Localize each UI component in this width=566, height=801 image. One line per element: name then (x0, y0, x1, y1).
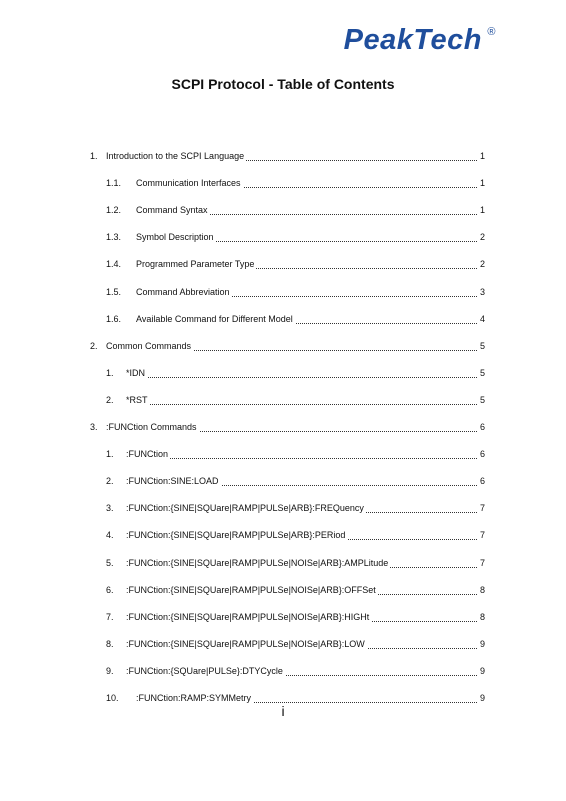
toc-entry-label[interactable]: :FUNCtion:{SINE|SQUare|RAMP|PULSe|NOISe|ARB}:LOW (126, 638, 365, 649)
toc-entry[interactable] (0, 205, 566, 219)
toc-entry-number: 1. (106, 449, 114, 460)
toc-leader-dots (126, 449, 477, 459)
toc-entry[interactable] (0, 232, 566, 246)
toc-entry-label[interactable]: :FUNCtion:{SINE|SQUare|RAMP|PULSe|NOISe|ARB}:AMPLitude (126, 557, 389, 568)
toc-entry-number: 2. (90, 340, 98, 351)
toc-entry[interactable] (0, 639, 566, 653)
toc-entry-number: 3. (106, 503, 114, 514)
toc-entry-number: 1.4. (106, 259, 122, 270)
toc-entry-label[interactable]: :FUNCtion:RAMP:SYMMetry (136, 693, 252, 703)
toc-entry-label[interactable]: :FUNCtion:{SINE|SQUare|RAMP|PULSe|NOISe|ARB}:HIGHt (126, 611, 370, 622)
logo-text: PeakTech (343, 24, 482, 56)
toc-entry-label[interactable]: Symbol Description (136, 232, 214, 243)
toc-entry-page: 6 (479, 422, 485, 432)
registered-mark: ® (487, 26, 496, 38)
toc-entry-label[interactable]: :FUNCtion Commands (106, 422, 197, 432)
toc-entry-label[interactable]: Command Syntax (136, 205, 208, 216)
toc-entry-page: 7 (479, 530, 485, 541)
toc-entry[interactable] (0, 666, 566, 680)
toc-entry[interactable] (0, 585, 566, 599)
toc-entry[interactable] (0, 449, 566, 463)
toc-entry[interactable] (0, 259, 566, 273)
toc-entry[interactable] (0, 151, 566, 165)
toc-entry[interactable] (0, 530, 566, 544)
toc-entry-page: 4 (479, 313, 485, 324)
toc-entry-label[interactable]: :FUNCtion:{SINE|SQUare|RAMP|PULSe|ARB}:FREQuency (126, 503, 364, 514)
toc-entry-page: 1 (479, 205, 485, 216)
toc-entry-page: 5 (479, 394, 485, 405)
toc-entry-page: 9 (479, 693, 485, 703)
toc-entry-label[interactable]: Common Commands (106, 340, 192, 351)
toc-entry[interactable] (0, 476, 566, 490)
toc-entry-number: 1.5. (106, 286, 122, 297)
toc-entry-number: 1.6. (106, 313, 122, 324)
toc-entry-number: 4. (106, 530, 114, 541)
toc-entry-number: 1.2. (106, 205, 122, 216)
toc-entry-label[interactable]: *IDN (126, 367, 146, 378)
toc-entry-number: 1.3. (106, 232, 122, 243)
toc-entry[interactable] (0, 395, 566, 409)
toc-entry-page: 1 (479, 178, 485, 189)
toc-entry[interactable] (0, 314, 566, 328)
page-title: SCPI Protocol - Table of Contents (171, 76, 395, 92)
toc-entry[interactable] (0, 341, 566, 355)
toc-entry-label[interactable]: :FUNCtion:{SINE|SQUare|RAMP|PULSe|ARB}:PERiod (126, 530, 346, 541)
toc-entry-page: 2 (479, 259, 485, 270)
peaktech-logo (343, 24, 496, 57)
toc-entry-page: 7 (479, 557, 485, 568)
toc-entry-label[interactable]: :FUNCtion (126, 449, 169, 460)
toc-entry-label[interactable]: *RST (126, 394, 148, 405)
toc-entry[interactable] (0, 422, 566, 436)
toc-entry-page: 5 (479, 340, 485, 351)
toc-entry-page: 6 (479, 449, 485, 460)
toc-entry-page: 3 (479, 286, 485, 297)
toc-entry[interactable] (0, 612, 566, 626)
toc-entry[interactable] (0, 368, 566, 382)
toc-entry-label[interactable]: Command Abbreviation (136, 286, 230, 297)
toc-entry-label[interactable]: :FUNCtion:{SQUare|PULSe}:DTYCycle (126, 665, 283, 676)
toc-entry-label[interactable]: Introduction to the SCPI Language (106, 151, 245, 161)
toc-entry-number: 6. (106, 584, 114, 595)
toc-entry-label[interactable]: Programmed Parameter Type (136, 259, 255, 270)
toc-entry-number: 1.1. (106, 178, 122, 189)
toc-entry-label[interactable]: :FUNCtion:SINE:LOAD (126, 476, 219, 487)
toc-entry-page: 1 (479, 151, 485, 161)
toc-entry-page: 8 (479, 611, 485, 622)
toc-entry[interactable] (0, 287, 566, 301)
toc-entry-number: 2. (106, 476, 114, 487)
toc-entry-number: 2. (106, 394, 114, 405)
toc-entry[interactable] (0, 558, 566, 572)
toc-entry-page: 7 (479, 503, 485, 514)
toc-entry-number: 9. (106, 665, 114, 676)
toc-leader-dots (126, 395, 477, 405)
toc-entry-page: 5 (479, 367, 485, 378)
toc-entry[interactable] (0, 178, 566, 192)
toc-entry-number: 1. (90, 151, 98, 161)
toc-entry-page: 9 (479, 638, 485, 649)
toc-entry-number: 10. (106, 693, 119, 703)
toc-entry-page: 2 (479, 232, 485, 243)
toc-entry-label[interactable]: Available Command for Different Model (136, 313, 293, 324)
toc-entry-page: 9 (479, 665, 485, 676)
toc-entry-number: 8. (106, 638, 114, 649)
toc-entry-label[interactable]: Communication Interfaces (136, 178, 241, 189)
toc-entry-page: 8 (479, 584, 485, 595)
toc-entry-page: 6 (479, 476, 485, 487)
toc-leader-dots (126, 368, 477, 378)
toc-entry-number: 3. (90, 422, 98, 432)
toc-entry-label[interactable]: :FUNCtion:{SINE|SQUare|RAMP|PULSe|NOISe|ARB}:OFFSet (126, 584, 376, 595)
page-number: i (281, 703, 285, 719)
toc-entry[interactable] (0, 503, 566, 517)
toc-entry-number: 5. (106, 557, 114, 568)
toc-entry-number: 7. (106, 611, 114, 622)
toc-entry-number: 1. (106, 367, 114, 378)
